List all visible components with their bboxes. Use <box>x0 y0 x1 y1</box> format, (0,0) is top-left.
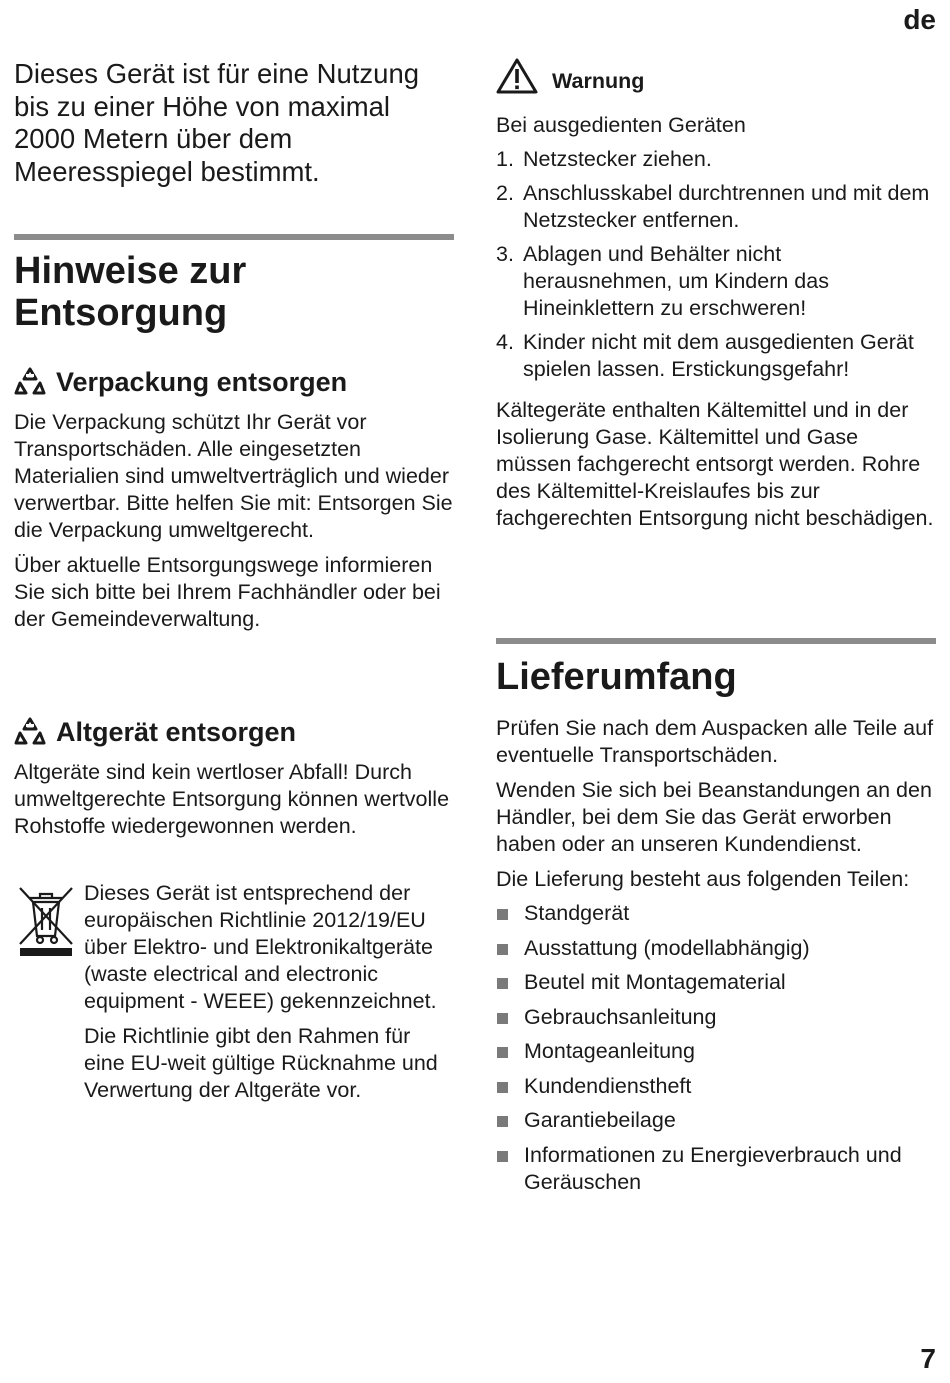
weee-text <box>84 880 454 1104</box>
list-item: Garantiebeilage <box>496 1107 936 1134</box>
delivery-text <box>496 715 936 1196</box>
list-item: Kundendienstheft <box>496 1073 936 1100</box>
old-device-text <box>14 759 454 840</box>
list-item: Ausstattung (modellabhängig) <box>496 935 936 962</box>
altitude-notice: Dieses Gerät ist für eine Nutzung bis zu einer Höhe von maximal 2000 Metern über dem Meeresspiegel bestimmt. <box>14 58 420 187</box>
delivery-paragraph-2: Wenden Sie sich bei Beanstandungen an den Händler, bei dem Sie das Gerät erworben haben oder an unseren Kundendienst. <box>496 778 932 856</box>
packaging-heading: Verpackung entsorgen <box>14 366 347 398</box>
packaging-paragraph-2: Über aktuelle Entsorgungswege informieren Sie sich bitte bei Ihrem Fachhändler oder bei der Gemeindeverwaltung. <box>14 553 441 631</box>
warning-heading: Warnung <box>496 58 644 94</box>
old-device-heading: Altgerät entsorgen <box>14 716 296 748</box>
list-item: Beutel mit Montagematerial <box>496 969 936 996</box>
section-divider <box>496 638 936 644</box>
language-code: de <box>903 4 936 35</box>
list-item: 1. Netzstecker ziehen. <box>496 147 712 171</box>
page-number: 7 <box>920 1343 936 1374</box>
list-item: Informationen zu Energieverbrauch und Geräuschen <box>496 1142 936 1196</box>
recycle-icon <box>14 366 46 398</box>
delivery-items <box>496 900 936 1196</box>
warning-text <box>496 112 936 532</box>
refrigerant-paragraph: Kältegeräte enthalten Kältemittel und in der Isolierung Gase. Kältemittel und Gase müssen fachgerecht entsorgt werden. Rohre des Kältemittel-Kreislaufes bis zur fachgerechten Entsorgung nicht beschädigen. <box>496 398 934 530</box>
warning-steps <box>496 146 936 383</box>
warning-intro: Bei ausgedienten Geräten <box>496 113 746 137</box>
crossed-bin-icon <box>14 884 78 958</box>
disposal-heading: Hinweise zur Entsorgung <box>14 250 247 334</box>
packaging-text <box>14 409 454 633</box>
list-item: Montageanleitung <box>496 1038 936 1065</box>
list-item: 3. Ablagen und Behälter nicht herausnehmen, um Kindern das Hineinklettern zu erschweren! <box>496 242 829 320</box>
weee-paragraph-2: Die Richtlinie gibt den Rahmen für eine EU-weit gültige Rücknahme und Verwertung der Altgeräte vor. <box>84 1024 438 1102</box>
weee-paragraph-1: Dieses Gerät ist entsprechend der europäischen Richtlinie 2012/19/EU über Elektro- und Elektronikaltgeräte (waste electrical and electronic equipment - WEEE) gekennzeichnet. <box>84 881 437 1013</box>
list-item: 2. Anschlusskabel durchtrennen und mit dem Netzstecker entfernen. <box>496 181 930 232</box>
list-item: Standgerät <box>496 900 936 927</box>
list-item: Gebrauchsanleitung <box>496 1004 936 1031</box>
list-item: 4. Kinder nicht mit dem ausgedienten Gerät spielen lassen. Erstickungsgefahr! <box>496 330 914 381</box>
section-divider <box>14 234 454 240</box>
recycle-icon <box>14 716 46 748</box>
delivery-paragraph-3: Die Lieferung besteht aus folgenden Teilen: <box>496 867 910 891</box>
delivery-paragraph-1: Prüfen Sie nach dem Auspacken alle Teile auf eventuelle Transportschäden. <box>496 716 934 767</box>
delivery-heading: Lieferumfang <box>496 656 737 698</box>
old-device-paragraph: Altgeräte sind kein wertloser Abfall! Durch umweltgerechte Entsorgung können wertvolle Rohstoffe wiedergewonnen werden. <box>14 760 450 838</box>
warning-triangle-icon <box>496 58 538 94</box>
packaging-paragraph-1: Die Verpackung schützt Ihr Gerät vor Transportschäden. Alle eingesetzten Materialien sind umweltverträglich und wieder verwertbar. Bitte helfen Sie mit: Entsorgen Sie die Verpackung umweltgerecht. <box>14 410 453 542</box>
